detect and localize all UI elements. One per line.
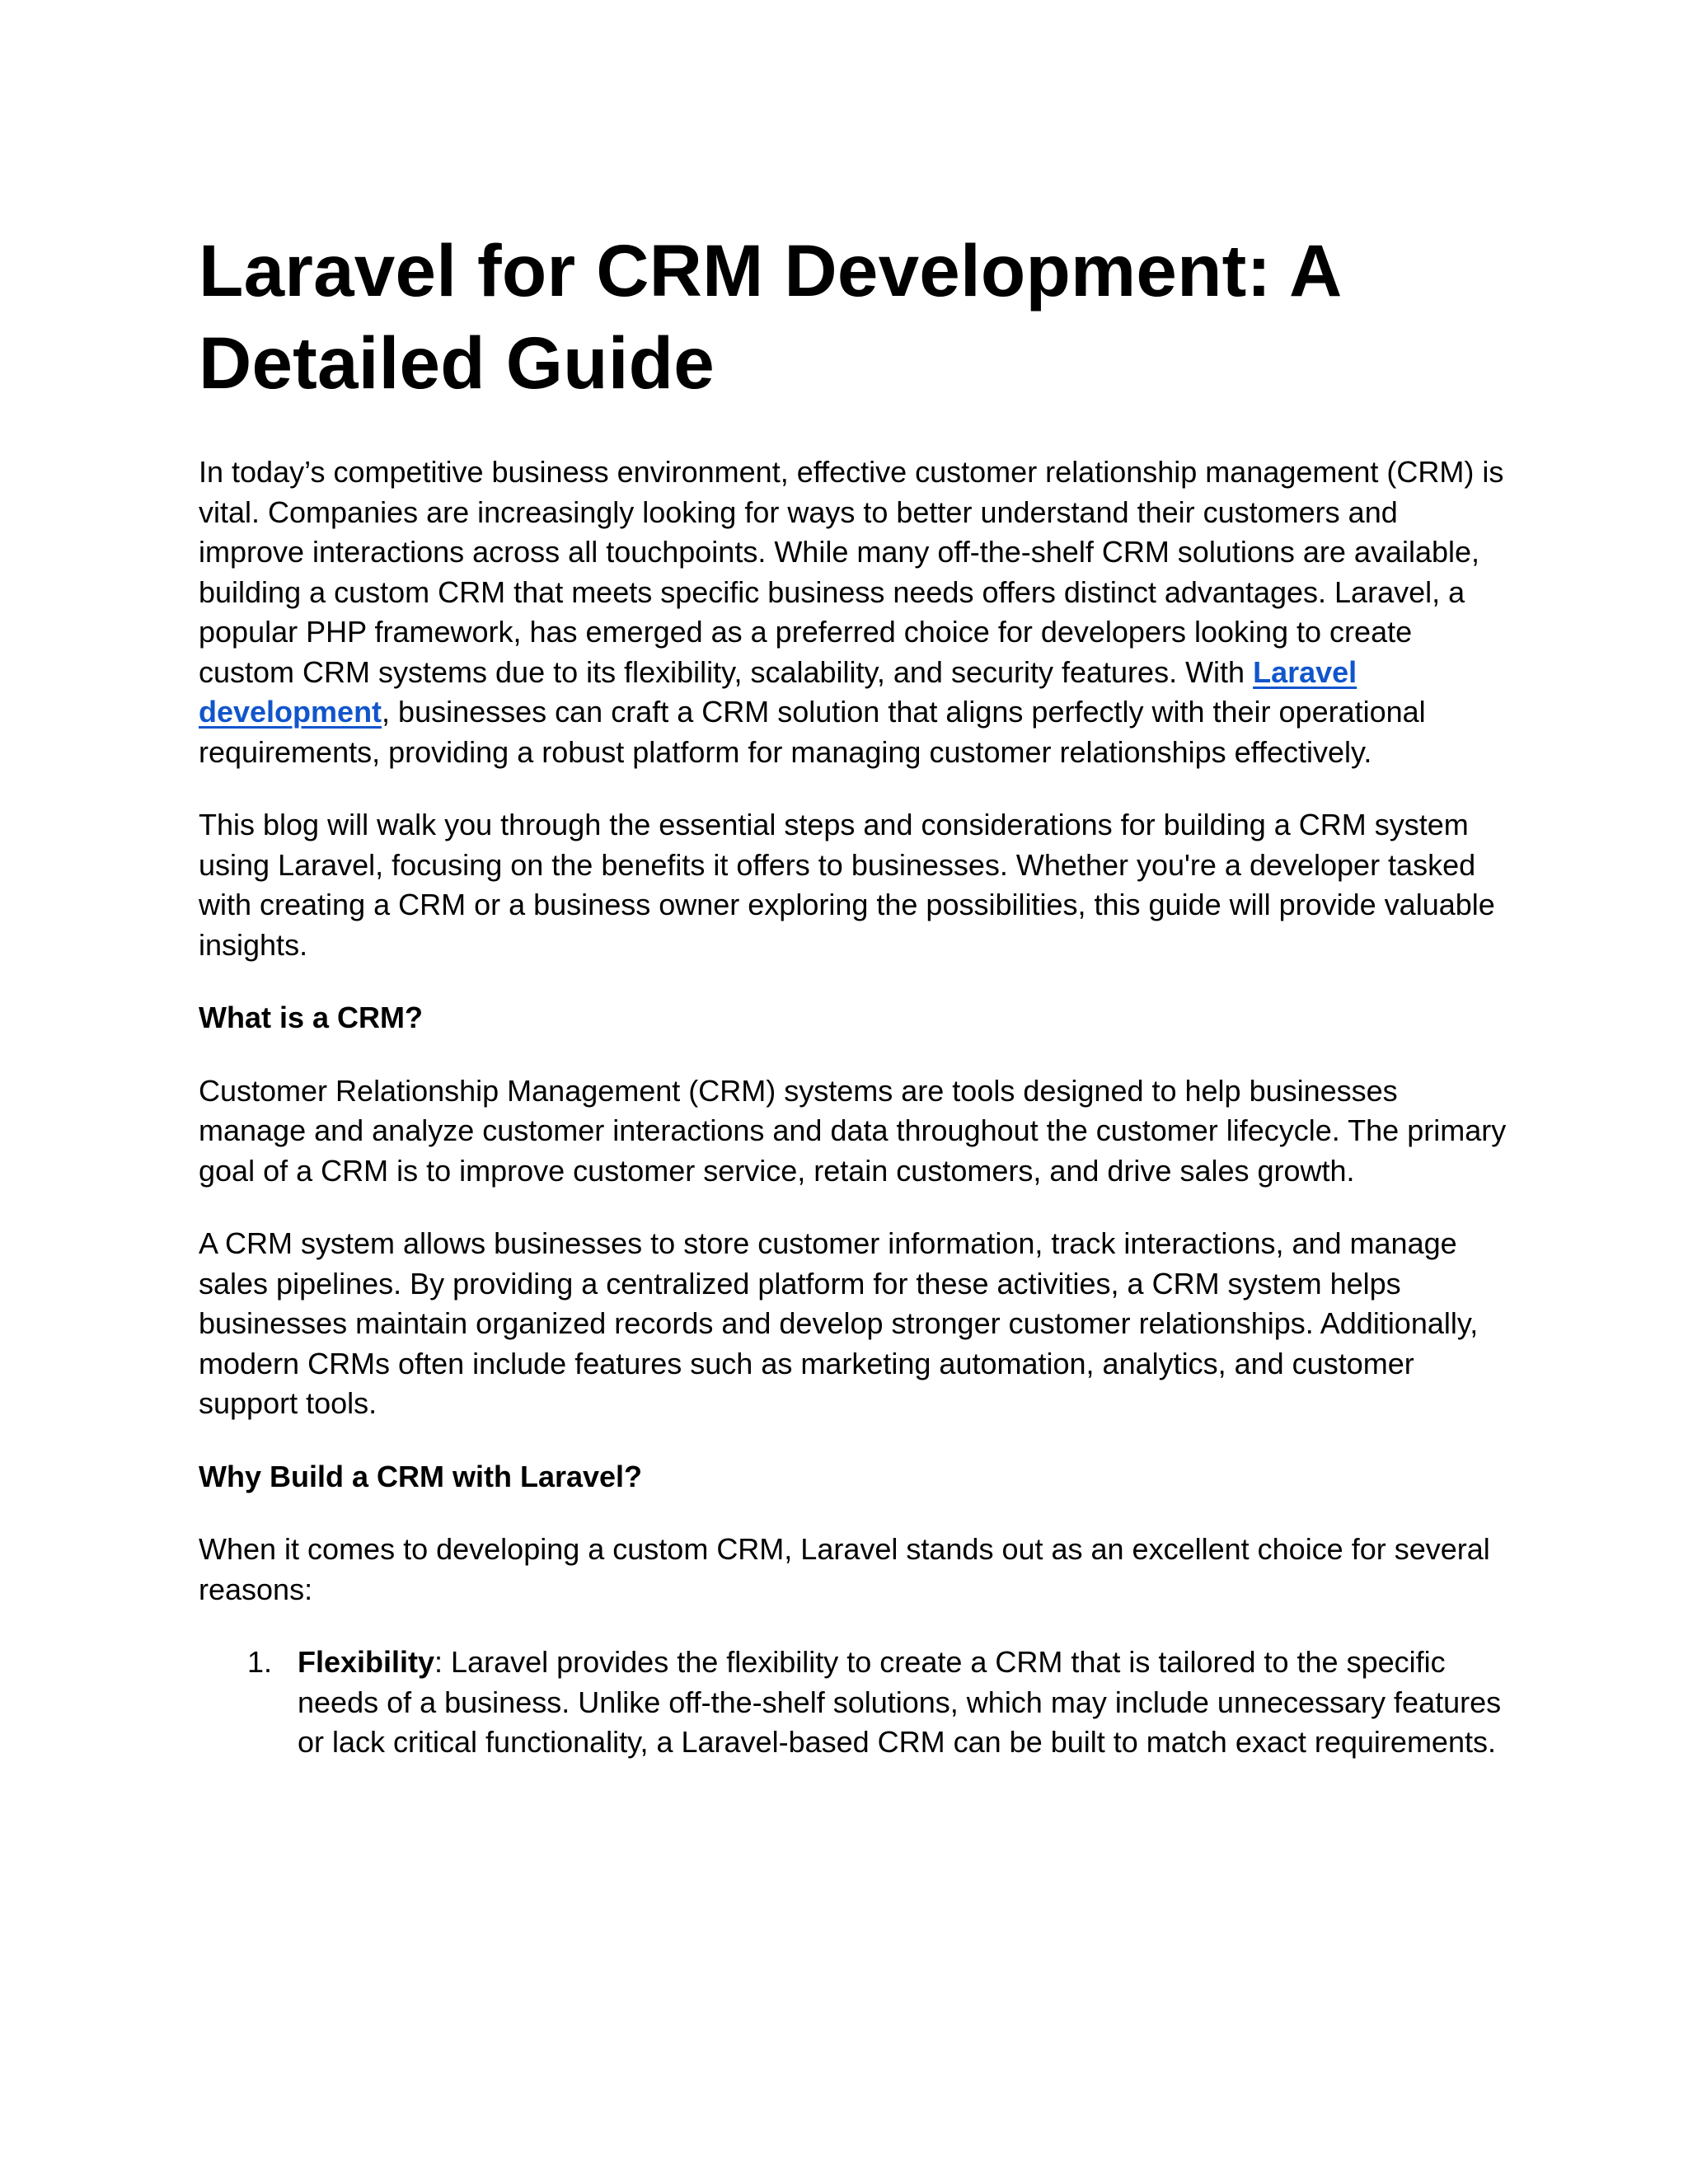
heading-why-laravel: Why Build a CRM with Laravel? [199, 1459, 643, 1493]
intro-text-after-link: , businesses can craft a CRM solution that aligns perfectly with their operational requirements, providing a robust platform for managing customer relationships effectively. [199, 695, 1426, 769]
reasons-list [199, 1643, 1509, 1763]
list-item-term: Flexibility [298, 1645, 435, 1679]
crm-definition-paragraph: Customer Relationship Management (CRM) systems are tools designed to help businesses manage and analyze customer interactions and data throughout the customer lifecycle. The primary goal of a CRM is to improve customer service, retain customers, and drive sales growth. [199, 1073, 1507, 1188]
heading-what-is-crm: What is a CRM? [199, 1001, 424, 1034]
list-item [199, 1643, 1509, 1763]
document-page [199, 224, 1509, 1763]
document-title [199, 224, 1509, 409]
title-line-1: Laravel for CRM Development: A [199, 229, 1343, 312]
list-item-number: 1. [247, 1645, 273, 1679]
laravel-development-link[interactable]: Laravel development [199, 654, 1357, 729]
intro-paragraph [199, 452, 1509, 772]
blog-overview-paragraph: This blog will walk you through the essential steps and considerations for building a CRM system using Laravel, focusing on the benefits it offers to businesses. Whether you're a developer tasked with creating a CRM or a business owner exploring the possibilities, this guide will provide valuable insights. [199, 808, 1495, 962]
intro-text-before-link: In today’s competitive business environment, effective customer relationship management (CRM) is vital. Companies are increasingly looking for ways to better understand their customers and improve interactions across all touchpoints. While many off-the-shelf CRM solutions are available, building a custom CRM that meets specific business needs offers distinct advantages. Laravel, a popular PHP framework, has emerged as a preferred choice for developers looking to create custom CRM systems due to its flexibility, scalability, and security features. With [199, 455, 1504, 689]
reasons-intro-paragraph: When it comes to developing a custom CRM, Laravel stands out as an excellent choice for several reasons: [199, 1532, 1490, 1606]
list-item-text: : Laravel provides the flexibility to create a CRM that is tailored to the specific needs of a business. Unlike off-the-shelf solutions, which may include unnecessary features or lack critical functionality, a Laravel-based CRM can be built to match exact requirements. [298, 1645, 1502, 1759]
crm-features-paragraph: A CRM system allows businesses to store customer information, track interactions, and manage sales pipelines. By providing a centralized platform for these activities, a CRM system helps businesses maintain organized records and develop stronger customer relationships. Additionally, modern CRMs often include features such as marketing automation, analytics, and customer support tools. [199, 1226, 1479, 1420]
title-line-2: Detailed Guide [199, 321, 715, 404]
